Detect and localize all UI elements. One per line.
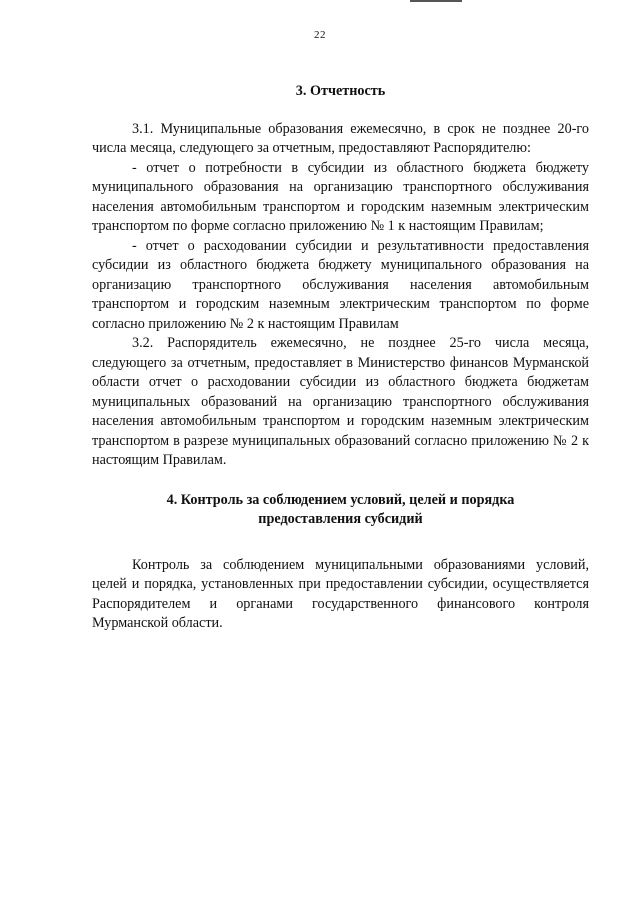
paragraph-expense-report: - отчет о расходовании субсидии и результативности предоставления субсидии из областного бюджета бюджету муниципального образования на организацию транспортного обслуживания населения автомобильным транспортом и городским наземным электрическим транспортом по форме согласно приложению № 2 к настоящим Правилам [92,237,589,332]
top-edge-rule [410,0,462,2]
paragraph-3-2: 3.2. Распорядитель ежемесячно, не позднее 25-го числа месяца, следующего за отчетным, предоставляет в Министерство финансов Мурманской области отчет о расходовании субсидии из областного бюджета бюджетам муниципальных образований на организацию транспортного обслуживания населения автомобильным транспортом и городским наземным электрическим транспортом в разрезе муниципальных образований согласно приложению № 2 к настоящим Правилам. [92,335,589,468]
paragraph-needs-report: - отчет о потребности в субсидии из областного бюджета бюджету муниципального образования на организацию транспортного обслуживания населения автомобильным транспортом и городским наземным электрическим транспортом по форме согласно приложению № 1 к настоящим Правилам; [92,159,589,234]
paragraph-3-1: 3.1. Муниципальные образования ежемесячно, в срок не позднее 20-го числа месяца, следующего за отчетным, предоставляют Распорядителю: [92,120,589,156]
section-4-heading-line-1: 4. Контроль за соблюдением условий, целей и порядка [166,491,515,508]
paragraph-control: Контроль за соблюдением муниципальными образованиями условий, целей и порядка, установленных при предоставлении субсидии, осуществляется Распорядителем и органами государственного финансового контроля Мурманской области. [92,556,589,631]
section-4-heading-line-2: предоставления субсидий [258,511,423,527]
section-4-heading [92,491,589,530]
document-body [92,82,589,634]
section-3-heading: 3. Отчетность [295,83,386,99]
page-number: 22 [314,29,326,41]
